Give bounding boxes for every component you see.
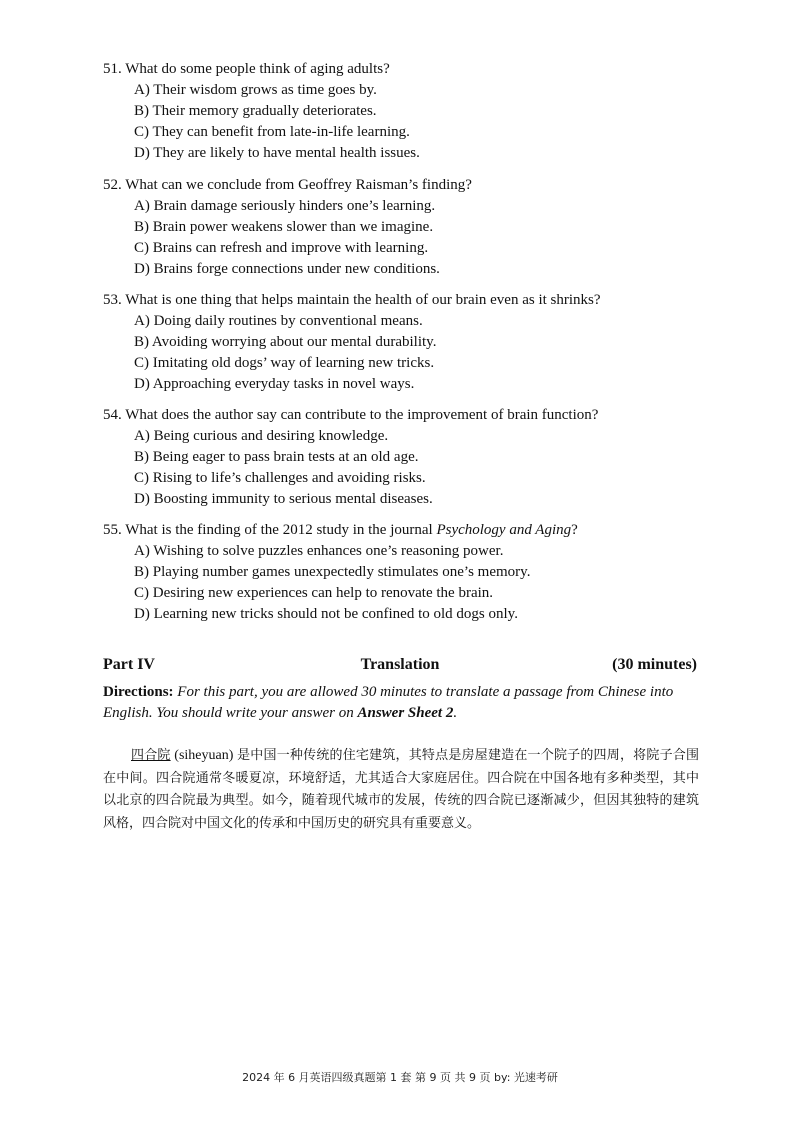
option-b: B) Being eager to pass brain tests at an old age. xyxy=(134,449,419,465)
passage-pinyin: (siheyuan) xyxy=(170,748,238,763)
question-stem: 51. What do some people think of aging adults? xyxy=(103,61,390,77)
option-d: D) Brains forge connections under new conditions. xyxy=(134,261,440,277)
question-stem: 52. What can we conclude from Geoffrey Raisman’s finding? xyxy=(103,177,472,193)
question-54 xyxy=(103,405,703,510)
option-c: C) They can benefit from late-in-life learning. xyxy=(134,124,410,140)
option-list xyxy=(103,426,703,510)
option-d: D) They are likely to have mental health issues. xyxy=(134,145,420,161)
question-51 xyxy=(103,59,703,164)
directions-end: . xyxy=(453,705,458,721)
option-c: C) Brains can refresh and improve with learning. xyxy=(134,240,429,256)
option-d: D) Boosting immunity to serious mental diseases. xyxy=(134,491,433,507)
part-header xyxy=(103,656,697,678)
question-stem xyxy=(103,520,703,541)
option-c: C) Desiring new experiences can help to renovate the brain. xyxy=(134,585,494,601)
option-b: B) Brain power weakens slower than we imagine. xyxy=(134,219,434,235)
option-c: C) Rising to life’s challenges and avoiding risks. xyxy=(134,470,426,486)
option-d: D) Learning new tricks should not be confined to old dogs only. xyxy=(134,606,518,622)
option-list xyxy=(103,541,703,625)
option-b: B) Playing number games unexpectedly stimulates one’s memory. xyxy=(134,564,531,580)
part-title: Translation xyxy=(360,656,440,673)
directions-label: Directions: xyxy=(103,684,174,700)
option-a: A) Their wisdom grows as time goes by. xyxy=(134,82,377,98)
option-list xyxy=(103,196,703,280)
option-b: B) Their memory gradually deteriorates. xyxy=(134,103,377,119)
journal-title: Psychology and Aging xyxy=(436,522,572,538)
passage-text: 是中国一种传统的住宅建筑，其特点是房屋建造在一个院子的四周，将院子合围在中间。四合院通常冬暖夏凉，环境舒适，尤其适合大家庭居住。四合院在中国各地有多种类型，其中以北京的四合院最为典型。如今，随着现代城市的发展，传统的四合院已逐渐减少，但因其独特的建筑风格，四合院对中国文化的传承和中国历史的研究具有重要意义。 xyxy=(103,748,699,831)
translation-passage xyxy=(103,745,699,835)
page-footer: 2024 年 6 月英语四级真题第 1 套 第 9 页 共 9 页 by: 光速考研 xyxy=(242,1071,558,1084)
stem-suffix: ? xyxy=(571,522,578,538)
question-stem: 54. What does the author say can contribute to the improvement of brain function? xyxy=(103,407,599,423)
directions-text: For this part, you are allowed 30 minutes to translate a passage from Chinese into English. You should write your answer on xyxy=(103,684,674,721)
answer-sheet-name: Answer Sheet 2 xyxy=(357,705,454,721)
option-a: A) Doing daily routines by conventional means. xyxy=(134,313,423,329)
option-b: B) Avoiding worrying about our mental durability. xyxy=(134,334,437,350)
option-d: D) Approaching everyday tasks in novel ways. xyxy=(134,376,415,392)
option-a: A) Being curious and desiring knowledge. xyxy=(134,428,389,444)
question-55 xyxy=(103,520,703,625)
part-time: (30 minutes) xyxy=(612,656,697,673)
passage-term: 四合院 xyxy=(131,748,171,763)
question-stem: 53. What is one thing that helps maintain the health of our brain even as it shrinks? xyxy=(103,292,601,308)
option-a: A) Wishing to solve puzzles enhances one’s reasoning power. xyxy=(134,543,504,559)
stem-prefix: 55. What is the finding of the 2012 study in the journal xyxy=(103,522,437,538)
part-label: Part IV xyxy=(103,656,155,673)
question-53 xyxy=(103,290,703,395)
question-52 xyxy=(103,175,703,280)
option-a: A) Brain damage seriously hinders one’s learning. xyxy=(134,198,436,214)
option-list xyxy=(103,311,703,395)
option-c: C) Imitating old dogs’ way of learning new tricks. xyxy=(134,355,435,371)
option-list xyxy=(103,80,703,164)
directions xyxy=(103,682,699,724)
